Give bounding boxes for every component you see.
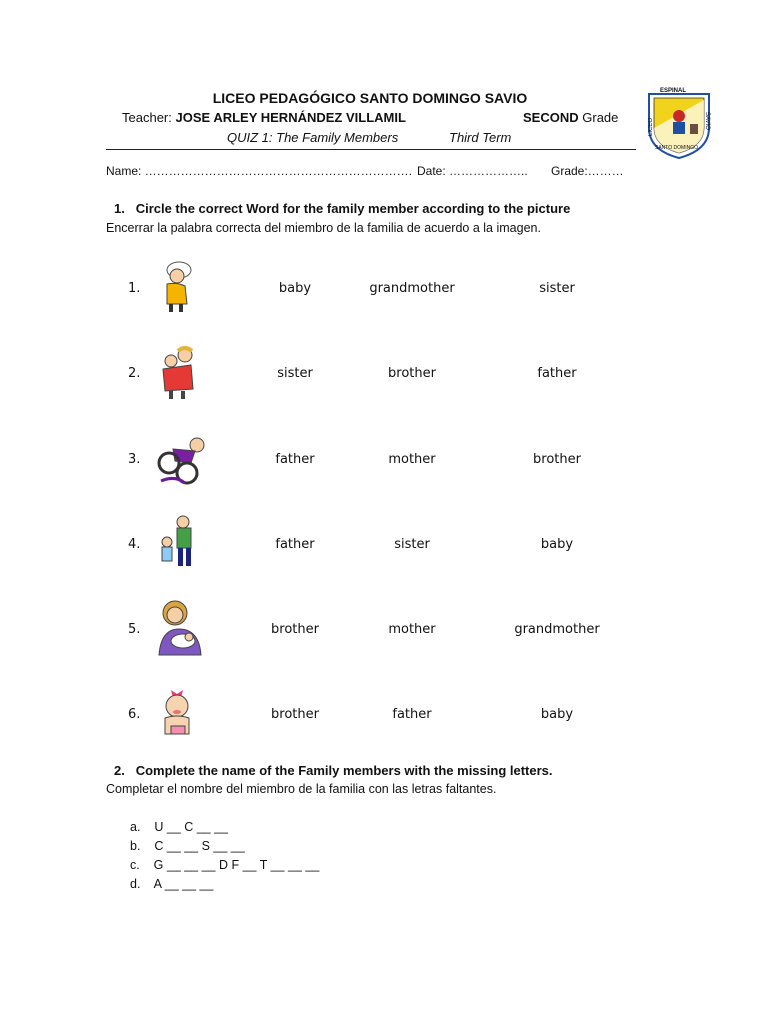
father-icon [155, 514, 199, 570]
option-1-c[interactable]: sister [539, 281, 575, 296]
term-label: Third Term [449, 130, 512, 145]
item-number: 3. [128, 452, 141, 467]
fill-text: C __ __ S __ __ [154, 839, 245, 853]
teacher-label: Teacher: [122, 110, 172, 125]
grade-label: Grade [582, 110, 619, 125]
option-5-a[interactable]: brother [271, 622, 319, 637]
option-6-a[interactable]: brother [271, 707, 319, 722]
logo-top-text: ESPINAL [660, 88, 687, 94]
date-field[interactable]: Date: ……………….. [417, 164, 528, 178]
q2-subtitle: Completar el nombre del miembro de la familia con las letras faltantes. [106, 782, 497, 796]
fill-item-b[interactable] [130, 839, 245, 853]
option-2-b[interactable]: brother [388, 366, 436, 381]
q1-title: Circle the correct Word for the family member according to the picture [135, 201, 571, 216]
option-4-b[interactable]: sister [394, 537, 430, 552]
item-number: 1. [128, 281, 141, 296]
logo-bottom-text: SANTO DOMINGO [655, 145, 698, 151]
grade-value: SECOND [523, 110, 579, 125]
option-1-b[interactable]: grandmother [369, 281, 455, 296]
fill-item-a[interactable] [130, 820, 228, 834]
logo-left-text: LICEO [648, 118, 654, 137]
q1-number: 1. [114, 201, 125, 216]
grade-field[interactable]: Grade:……… [551, 164, 624, 178]
item-number: 2. [128, 366, 141, 381]
header-divider [106, 149, 636, 150]
q1-subtitle: Encerrar la palabra correcta del miembro de la familia de acuerdo a la imagen. [106, 221, 541, 235]
fill-item-d[interactable] [130, 877, 213, 891]
fill-label: b. [130, 839, 141, 853]
fill-text: G __ __ __ D F __ T __ __ __ [153, 858, 320, 872]
logo-right-text: SAVIO [704, 112, 710, 130]
fill-text: U __ C __ __ [154, 820, 229, 834]
fill-label: c. [130, 858, 140, 872]
fill-item-c[interactable] [130, 858, 319, 872]
option-2-a[interactable]: sister [277, 366, 313, 381]
q1-heading [114, 201, 570, 216]
option-5-c[interactable]: grandmother [514, 622, 600, 637]
option-4-c[interactable]: baby [540, 537, 574, 552]
option-2-c[interactable]: father [537, 366, 577, 381]
option-6-b[interactable]: father [392, 707, 432, 722]
mother-icon [155, 599, 205, 655]
option-3-c[interactable]: brother [533, 452, 581, 467]
quiz-prefix: QUIZ 1: [227, 130, 273, 145]
option-1-a[interactable]: baby [278, 281, 312, 296]
sister-icon [155, 345, 199, 401]
option-6-c[interactable]: baby [540, 707, 574, 722]
quiz-name: The Family Members [276, 130, 399, 145]
brother-icon [155, 431, 211, 487]
fill-label: d. [130, 877, 141, 891]
teacher-line [122, 110, 406, 125]
option-5-b[interactable]: mother [388, 622, 436, 637]
quiz-title [227, 130, 398, 145]
option-3-a[interactable]: father [275, 452, 315, 467]
option-4-a[interactable]: father [275, 537, 315, 552]
item-number: 5. [128, 622, 141, 637]
grandmother-icon [155, 260, 199, 316]
school-name: LICEO PEDAGÓGICO SANTO DOMINGO SAVIO [212, 90, 528, 106]
teacher-name: JOSE ARLEY HERNÁNDEZ VILLAMIL [175, 110, 406, 125]
item-number: 6. [128, 707, 141, 722]
fill-label: a. [130, 820, 141, 834]
q2-heading [114, 763, 553, 778]
item-number: 4. [128, 537, 141, 552]
q2-number: 2. [114, 763, 125, 778]
q2-title: Complete the name of the Family members with the missing letters. [135, 763, 553, 778]
fill-text: A __ __ __ [153, 877, 214, 891]
option-3-b[interactable]: mother [388, 452, 436, 467]
baby-icon [155, 686, 199, 742]
grade-line [523, 110, 618, 125]
name-field[interactable]: Name: …………………………………………………………. [106, 164, 413, 178]
